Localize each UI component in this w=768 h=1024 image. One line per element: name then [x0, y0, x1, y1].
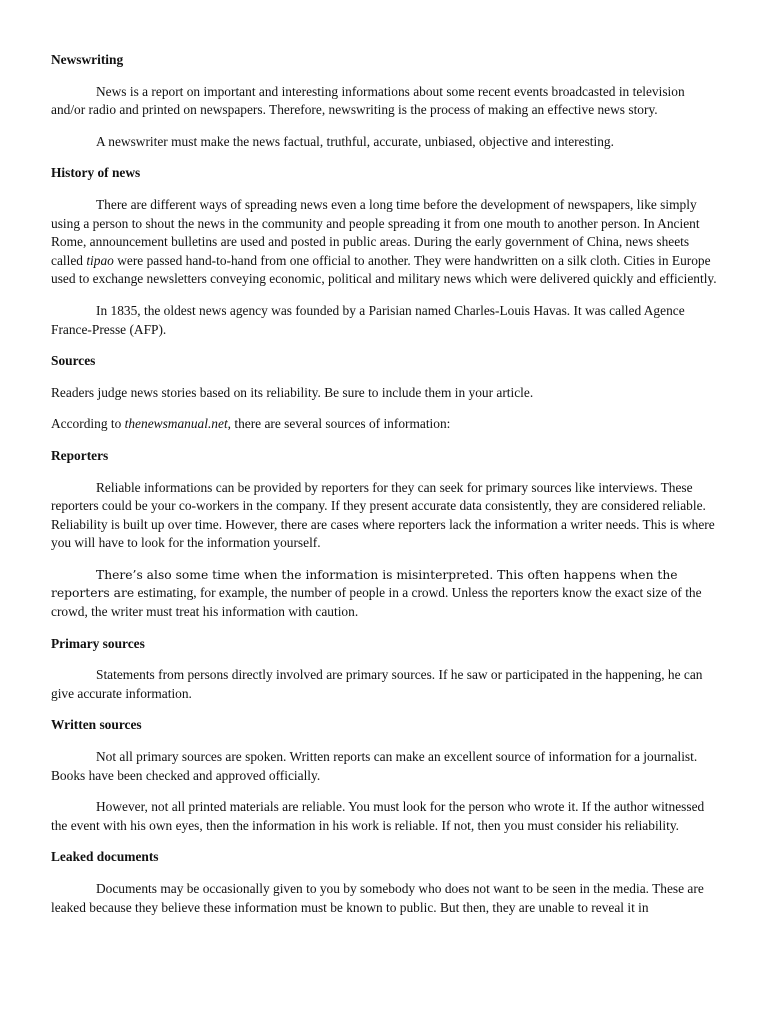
misinterpreted-text-2: estimating, for example, the number of people in a crowd. Unless the reporters know the exact size of the crowd, the writer must treat his information with caution.: [51, 585, 702, 620]
paragraph-newswriter: A newswriter must make the news factual, truthful, accurate, unbiased, objective and interesting.: [96, 133, 614, 149]
paragraph-misinterpreted: [51, 566, 719, 622]
according-text-2: , there are several sources of information:: [227, 416, 451, 432]
paragraph-news-definition: News is a report on important and interesting informations about some recent events broadcasted in television and/or radio and printed on newspapers. Therefore, newswriting is the process of making an effective news story.: [51, 83, 685, 118]
heading-leaked-documents: Leaked documents: [51, 849, 159, 865]
misinterpreted-text-1: There’s also some time when the information is misinterpreted. This often happens when the reporters are: [51, 567, 678, 601]
paragraph-primary-sources: Statements from persons directly involved are primary sources. If he saw or participated in the happening, he can give accurate information.: [51, 667, 703, 701]
according-site: thenewsmanual.net: [124, 416, 228, 432]
paragraph-reporters: Reliable informations can be provided by reporters for they can seek for primary sources like interviews. These reporters could be your co-workers in the company. If they present accurate data consistently, they are considered reliable. Reliability is built up over time. However, there are cases where reporters lack the information a writer needs. This is where you will have to look for the information yourself.: [51, 479, 715, 551]
paragraph-reliability: Readers judge news stories based on its reliability. Be sure to include them in your article.: [51, 384, 534, 400]
paragraph-history: [51, 196, 719, 289]
document-page: [51, 51, 719, 930]
heading-reporters: Reporters: [51, 447, 109, 463]
heading-newswriting: Newswriting: [51, 52, 124, 67]
paragraph-afp: In 1835, the oldest news agency was founded by a Parisian named Charles-Louis Havas. It was called Agence France-Presse (AFP).: [51, 302, 685, 337]
paragraph-leaked-documents: Documents may be occasionally given to you by somebody who does not want to be seen in the media. These are leaked because they believe these information must be known to public. But then, they are unable to reveal it in: [51, 881, 704, 915]
paragraph-written-sources: Not all primary sources are spoken. Written reports can make an excellent source of information for a journalist. Books have been checked and approved officially.: [51, 749, 698, 783]
history-text-1: There are different ways of spreading news even a long time before the development of newspapers, like simply using a person to shout the news in the community and people spreading it from one mouth to another person. In Ancient Rome, announcement bulletins are used and posted in public areas. During the early government of China, news sheets called: [51, 196, 700, 268]
heading-sources: Sources: [51, 353, 96, 369]
paragraph-according-to: [51, 415, 719, 434]
heading-primary-sources: Primary sources: [51, 635, 145, 651]
paragraph-printed-materials: However, not all printed materials are reliable. You must look for the person who wrote it. If the author witnessed the event with his own eyes, then the information in his work is reliable. If not, then you must consider his reliability.: [51, 799, 705, 833]
heading-written-sources: Written sources: [51, 717, 142, 733]
history-tipao: tipao: [86, 252, 114, 268]
heading-history-of-news: History of news: [51, 165, 141, 181]
history-text-2: were passed hand-to-hand from one official to another. They were handwritten on a silk cloth. Cities in Europe used to exchange newsletters conveying economic, political and military news which were delivered quickly and efficiently.: [51, 252, 717, 287]
according-text-1: According to: [51, 416, 125, 432]
